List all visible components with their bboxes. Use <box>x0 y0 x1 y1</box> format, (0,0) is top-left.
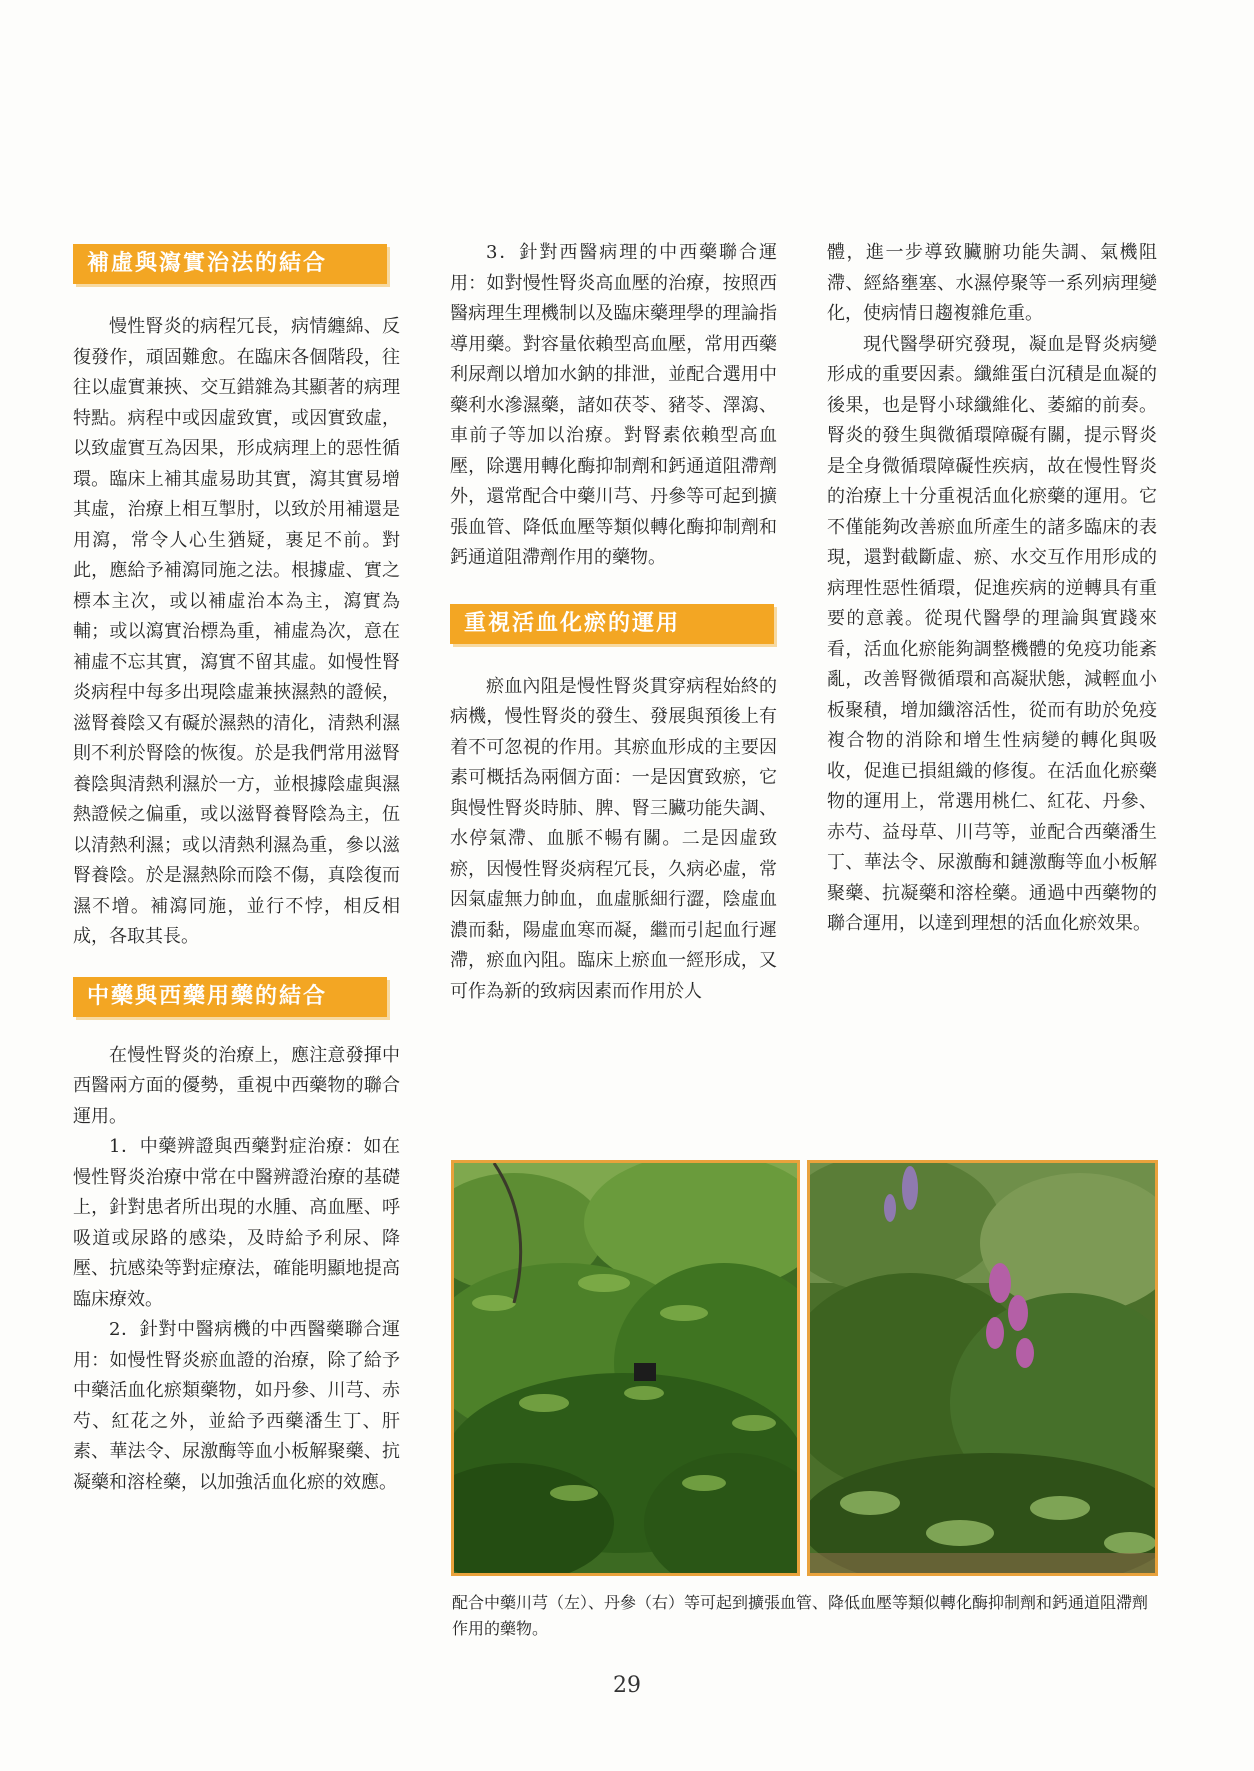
paragraph: 在慢性腎炎的治療上，應注意發揮中西醫兩方面的優勢，重視中西藥物的聯合運用。 <box>73 1044 400 1127</box>
paragraph: 慢性腎炎的病程冗長，病情纏綿、反復發作，頑固難愈。在臨床各個階段，往往以虛實兼挾、交互錯雜為其顯著的病理特點。病程中或因虛致實，或因實致虛，以致虛實互為因果，形成病理上的惡性循環。臨床上補其虛易助其實，瀉其實易增其虛，治療上相互掣肘，以致於用補還是用瀉，常令人心生猶疑，裹足不前。對此，應給予補瀉同施之法。根據虛、實之標本主次，或以補虛治本為主，瀉實為輔；或以瀉實治標為重，補虛為次，意在補虛不忘其實，瀉實不留其虛。如慢性腎炎病程中每多出現陰虛兼挾濕熱的證候，滋腎養陰又有礙於濕熱的清化，清熱利濕則不利於腎陰的恢復。於是我們常用滋腎養陰與清熱利濕於一方，並根據陰虛與濕熱證候之偏重，或以滋腎養腎陰為主，伍以清熱利濕；或以清熱利濕為重，參以滋腎養陰。於是濕熱除而陰不傷，真陰復而濕不增。補瀉同施，並行不悖，相反相成，各取其長。 <box>73 316 400 947</box>
section-heading-tonify-purge: 補虛與瀉實治法的結合 <box>73 244 387 284</box>
photo-chuanxiong-drawing <box>454 1163 797 1573</box>
page-number: 29 <box>613 1673 641 1698</box>
paragraph: 體，進一步導致臟腑功能失調、氣機阻滯、經絡壅塞、水濕停聚等一系列病理變化，使病情日趨複雜危重。 <box>827 242 1157 324</box>
paragraph: 1．中藥辨證與西藥對症治療：如在慢性腎炎治療中常在中醫辨證治療的基礎上，針對患者所出現的水腫、高血壓、呼吸道或尿路的感染，及時給予利尿、降壓、抗感染等對症療法，確能明顯地提高臨床療效。 <box>73 1136 400 1310</box>
paragraph: 瘀血內阻是慢性腎炎貫穿病程始終的病機，慢性腎炎的發生、發展與預後上有着不可忽視的作用。其瘀血形成的主要因素可概括為兩個方面：一是因實致瘀，它與慢性腎炎時肺、脾、腎三臟功能失調、水停氣滯、血脈不暢有關。二是因虛致瘀，因慢性腎炎病程冗長，久病必虛，常因氣虛無力帥血，血虛脈細行澀，陰虛血濃而黏，陽虛血寒而凝，繼而引起血行遲滯，瘀血內阻。臨床上瘀血一經形成，又可作為新的致病因素而作用於人 <box>450 675 777 1002</box>
figure-caption: 配合中藥川芎（左）、丹參（右）等可起到擴張血管、降低血壓等類似轉化酶抑制劑和鈣通道阻滯劑作用的藥物。 <box>452 1593 1149 1638</box>
paragraph: 3．針對西醫病理的中西藥聯合運用：如對慢性腎炎高血壓的治療，按照西醫病理生理機制以及臨床藥理學的理論指導用藥。對容量依賴型高血壓，常用西藥利尿劑以增加水鈉的排泄，並配合選用中藥利水滲濕藥，諸如茯苓、豬苓、澤瀉、車前子等加以治療。對腎素依賴型高血壓，除選用轉化酶抑制劑和鈣通道阻滯劑外，還常配合中藥川芎、丹參等可起到擴張血管、降低血壓等類似轉化酶抑制劑和鈣通道阻滯劑作用的藥物。 <box>450 242 777 568</box>
photo-danshen-plant <box>807 1160 1158 1576</box>
section-heading-chinese-western-drugs: 中藥與西藥用藥的結合 <box>73 977 387 1017</box>
middle-column <box>450 238 777 1007</box>
paragraph: 2．針對中醫病機的中西醫藥聯合運用：如慢性腎炎瘀血證的治療，除了給予中藥活血化瘀類藥物，如丹參、川芎、赤芍、紅花之外，並給予西藥潘生丁、肝素、華法令、尿激酶等血小板解聚藥、抗凝藥和溶栓藥，以加強活血化瘀的效應。 <box>73 1319 400 1493</box>
left-column <box>73 244 400 1498</box>
photo-chuanxiong-plant <box>451 1160 800 1576</box>
right-column <box>827 238 1157 940</box>
paragraph: 現代醫學研究發現，凝血是腎炎病變形成的重要因素。纖維蛋白沉積是血凝的後果，也是腎小球纖維化、萎縮的前奏。腎炎的發生與微循環障礙有關，提示腎炎是全身微循環障礙性疾病，故在慢性腎炎的治療上十分重視活血化瘀藥的運用。它不僅能夠改善瘀血所產生的諸多臨床的表現，還對截斷虛、瘀、水交互作用形成的病理性惡性循環，促進疾病的逆轉具有重要的意義。從現代醫學的理論與實踐來看，活血化瘀能夠調整機體的免疫功能紊亂，改善腎微循環和高凝狀態，減輕血小板聚積，增加纖溶活性，從而有助於免疫複合物的消除和增生性病變的轉化與吸收，促進已損組織的修復。在活血化瘀藥物的運用上，常選用桃仁、紅花、丹參、赤芍、益母草、川芎等，並配合西藥潘生丁、華法令、尿激酶和鏈激酶等血小板解聚藥、抗凝藥和溶栓藥。通過中西藥物的聯合運用，以達到理想的活血化瘀效果。 <box>827 333 1157 934</box>
section-heading-blood-stasis: 重視活血化瘀的運用 <box>450 604 774 644</box>
photo-danshen-drawing <box>810 1163 1155 1573</box>
